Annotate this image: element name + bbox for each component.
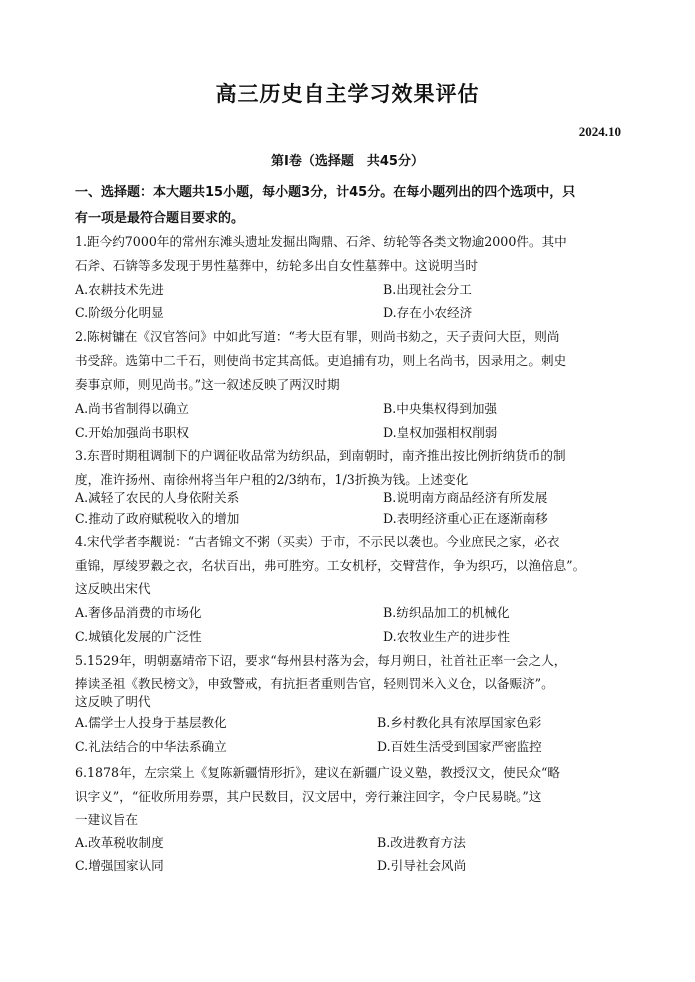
volume-heading: 第Ⅰ卷（选择题 共45分） <box>271 154 424 169</box>
question-4-option-c: C.城镇化发展的广泛性 <box>75 629 202 644</box>
question-3-option-c: C.推动了政府赋税收入的增加 <box>75 511 240 526</box>
question-6-option-d: D.引导社会风尚 <box>377 858 467 873</box>
question-5-line-3: 这反映了明代 <box>75 694 151 709</box>
question-2-line-2: 书受辞。选第中二千石，则使尚书定其高低。吏追捕有功，则上名尚书，因录用之。刺史 <box>75 353 567 368</box>
question-5-line-1: 5.1529年，明朝嘉靖帝下诏，要求“每州县村落为会，每月朔日，社首社正率一会之人， <box>75 653 567 668</box>
question-1-option-a: A.农耕技术先进 <box>75 282 164 297</box>
question-4-line-2: 重锦，厚绫罗縠之衣，名状百出，弗可胜穷。工女机杼，交臂营作，争为织巧，以渔倍息”。 <box>75 558 586 573</box>
question-2-option-a: A.尚书省制得以确立 <box>75 401 189 416</box>
question-6-option-a: A.改革税收制度 <box>75 835 164 850</box>
question-4-option-b: B.纺织品加工的机械化 <box>383 605 510 620</box>
section-instruction-line2: 有一项是最符合题目要求的。 <box>75 211 245 226</box>
question-6-line-3: 一建议旨在 <box>75 812 138 827</box>
exam-date: 2024.10 <box>578 124 621 139</box>
question-3-line-2: 度，准许扬州、南徐州将当年户租的2/3纳布，1/3折换为钱。上述变化 <box>75 472 469 487</box>
question-3-option-d: D.表明经济重心正在逐渐南移 <box>383 511 548 526</box>
question-3-line-1: 3.东晋时期租调制下的户调征收品常为纺织品，到南朝时，南齐推出按比例折纳货币的制 <box>75 448 566 463</box>
question-5-option-d: D.百姓生活受到国家严密监控 <box>377 739 542 754</box>
question-4-option-a: A.奢侈品消费的市场化 <box>75 605 202 620</box>
question-2-option-c: C.开始加强尚书职权 <box>75 425 189 440</box>
question-6-option-c: C.增强国家认同 <box>75 858 164 873</box>
question-1-option-b: B.出现社会分工 <box>383 282 472 297</box>
question-1-line-1: 1.距今约7000年的常州东滩头遗址发掘出陶鼎、石斧、纺轮等各类文物逾2000件。其中 <box>75 234 567 249</box>
question-2-option-d: D.皇权加强相权削弱 <box>383 425 498 440</box>
question-4-line-1: 4.宋代学者李觏说：“古者锦文不粥（买卖）于市，不示民以袭也。今业庶民之家，必衣 <box>75 534 560 549</box>
question-5-option-b: B.乡村教化具有浓厚国家色彩 <box>377 715 542 730</box>
question-6-line-2: 识字义”，“征收所用券票，其户民数目，汉文居中，旁行兼注回字，令户民易晓。”这 <box>75 789 542 804</box>
question-3-option-a: A.减轻了农民的人身依附关系 <box>75 490 240 505</box>
question-1-line-2: 石斧、石锛等多发现于男性墓葬中，纺轮多出自女性墓葬中。这说明当时 <box>75 258 478 273</box>
question-1-option-c: C.阶级分化明显 <box>75 305 164 320</box>
question-5-option-c: C.礼法结合的中华法系确立 <box>75 739 227 754</box>
question-6-option-b: B.改进教育方法 <box>377 835 466 850</box>
question-6-line-1: 6.1878年，左宗棠上《复陈新疆情形折》，建议在新疆广设义塾，教授汉文，使民众“略 <box>75 765 560 780</box>
question-2-line-1: 2.陈树镛在《汉官答问》中如此写道：“考大臣有罪，则尚书劾之，天子责问大臣，则尚 <box>75 329 560 344</box>
question-5-option-a: A.儒学士人投身于基层教化 <box>75 715 227 730</box>
question-4-line-3: 这反映出宋代 <box>75 581 151 596</box>
question-2-line-3: 奏事京师，则见尚书。”这一叙述反映了两汉时期 <box>75 377 340 392</box>
section-instruction-line1: 一、选择题：本大题共15小题，每小题3分，计45分。在每小题列出的四个选项中，只 <box>75 185 576 200</box>
question-4-option-d: D.农牧业生产的进步性 <box>383 629 510 644</box>
exam-title: 高三历史自主学习效果评估 <box>215 82 480 106</box>
question-3-option-b: B.说明南方商品经济有所发展 <box>383 490 548 505</box>
question-2-option-b: B.中央集权得到加强 <box>383 401 498 416</box>
question-5-line-2: 捧读圣祖《教民榜文》，申致警戒，有抗拒者重则告官，轻则罚米入义仓，以备赈济”。 <box>75 676 554 691</box>
question-1-option-d: D.存在小农经济 <box>383 305 473 320</box>
